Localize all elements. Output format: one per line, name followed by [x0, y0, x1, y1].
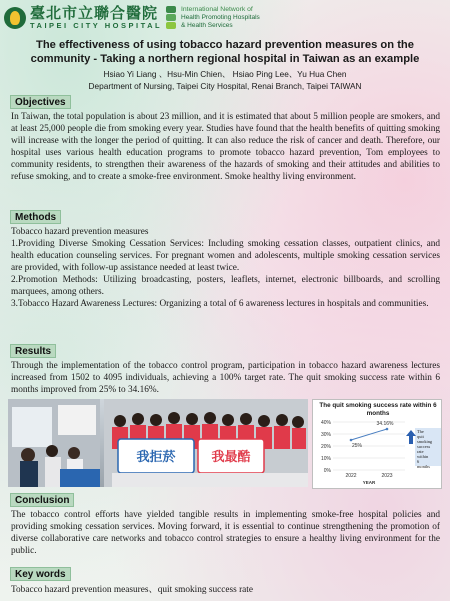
chart-x-tick-label: 2023 — [381, 473, 393, 479]
results-text — [11, 360, 440, 396]
chart-data-label: 25% — [351, 443, 363, 449]
keywords-line: Tobacco hazard prevention measures、quit smoking success rate — [11, 585, 254, 595]
hph-network-logo — [164, 3, 294, 33]
keywords-heading: Key words — [10, 567, 71, 581]
affiliation: Department of Nursing, Taipei City Hospital, Renai Branch, Taipei TAIWAN — [88, 81, 362, 91]
header — [0, 0, 450, 36]
chart-data-label: 34.16% — [376, 421, 394, 428]
chart-annotation-arrow-icon — [406, 430, 416, 444]
title-line-1: The effectiveness of using tobacco hazard prevention measures on the — [36, 39, 414, 51]
chart-plot — [313, 400, 443, 490]
objectives-paragraph: In Taiwan, the total population is about 23 million, and it is estimated that about 5 million people are smokers, and at least 25,000 people die from smoking every year. Studies have found that the health benefits of quitting smoking will increase with the longer the period of quitting. It can also reduce the risk of cancer and death. Therefore, our hospital uses various health education programs to promote tobacco hazard prevention, Tom employees to community residents, to strengthen their awareness of the hazards of smoking and their attitudes and abilities to refuse smoking, and to create a smoke-free environment. Smoke healthy living environment. — [11, 112, 440, 182]
authors: Hsiao Yi Liang 、Hsu-Min Chien、 Hsiao Ping Lee、Yu Hua Chen — [103, 69, 347, 79]
methods-item-2: 2.Promotion Methods: Utilizing broadcasting, posters, leaflets, internet, electronic billboards, and scrolling marquees, among others. — [11, 275, 440, 297]
methods-item-1: 1.Providing Diverse Smoking Cessation Services: Including smoking cessation classes, outpatient clinics, and health education counseling services. For pregnant women and adolescents, multiple smoking cessation services are provided, with follow-up assistance needed at least twice. — [11, 239, 440, 273]
chart-y-tick-label: 10% — [320, 455, 331, 462]
methods-heading: Methods — [10, 210, 61, 224]
logo-english-name: TAIPEI CITY HOSPITAL — [30, 21, 163, 31]
taipei-city-hospital-logo — [4, 4, 174, 32]
results-paragraph: Through the implementation of the tobacco control program, participation in tobacco hazard awareness lectures increased from 1502 to 4095 individuals, achieving a 100% target rate. The quit smoking success rate within 6 months improved from 25% to 34.16%. — [11, 361, 440, 395]
chart-y-tick-label: 40% — [320, 419, 331, 426]
chart-title: The quit smoking success rate within 6 months — [319, 402, 437, 417]
results-heading: Results — [10, 344, 56, 358]
conclusion-text — [11, 509, 440, 557]
photo-banner-left: 我拒菸 — [136, 450, 176, 465]
keywords-text — [11, 584, 440, 596]
poster-title — [10, 38, 440, 66]
chart-series-line — [351, 429, 387, 440]
network-line-1: International Network of — [181, 6, 253, 13]
chart-x-tick-label: 2022 — [345, 473, 357, 479]
chart-annotation-text: The quit smoking success rate within 6 months — [417, 429, 433, 469]
event-photo-illustration — [8, 399, 308, 487]
network-line-2: Health Promoting Hospitals — [181, 14, 260, 21]
methods-intro: Tobacco hazard prevention measures — [11, 227, 149, 237]
chart-y-tick-label: 30% — [320, 431, 331, 438]
hph-network-icon — [164, 5, 178, 31]
chart-data-point — [386, 428, 389, 431]
chart-x-axis-label: YEAR — [362, 480, 376, 485]
chart-data-point — [350, 439, 353, 442]
author-block — [10, 68, 440, 92]
objectives-text — [11, 111, 440, 183]
conclusion-heading: Conclusion — [10, 493, 74, 507]
methods-text — [11, 226, 440, 310]
objectives-heading: Objectives — [10, 95, 71, 109]
conclusion-paragraph: The tobacco control efforts have yielded tangible results in implementing smoke-free hospital policies and providing smoking cessation services. Moving forward, it is essential to continue strengthening the promotion of diverse collaborative care networks and tobacco control strategies to ensure a healthy living environment for the public. — [11, 510, 440, 556]
methods-item-3: 3.Tobacco Hazard Awareness Lectures: Organizing a total of 6 awareness lectures in hospitals and communities. — [11, 299, 429, 309]
network-line-3: & Health Services — [181, 22, 233, 29]
hospital-emblem-icon — [4, 7, 26, 29]
chart-y-tick-label: 0% — [323, 467, 331, 474]
quit-rate-chart — [312, 399, 442, 489]
title-line-2: community - Taking a northern regional hospital in Taiwan as an example — [30, 53, 420, 65]
chart-y-tick-label: 20% — [320, 443, 331, 450]
event-photo — [8, 399, 308, 487]
photo-banner-right: 我最酷 — [211, 450, 251, 465]
logo-chinese-name: 臺北市立聯合醫院 — [30, 4, 159, 23]
